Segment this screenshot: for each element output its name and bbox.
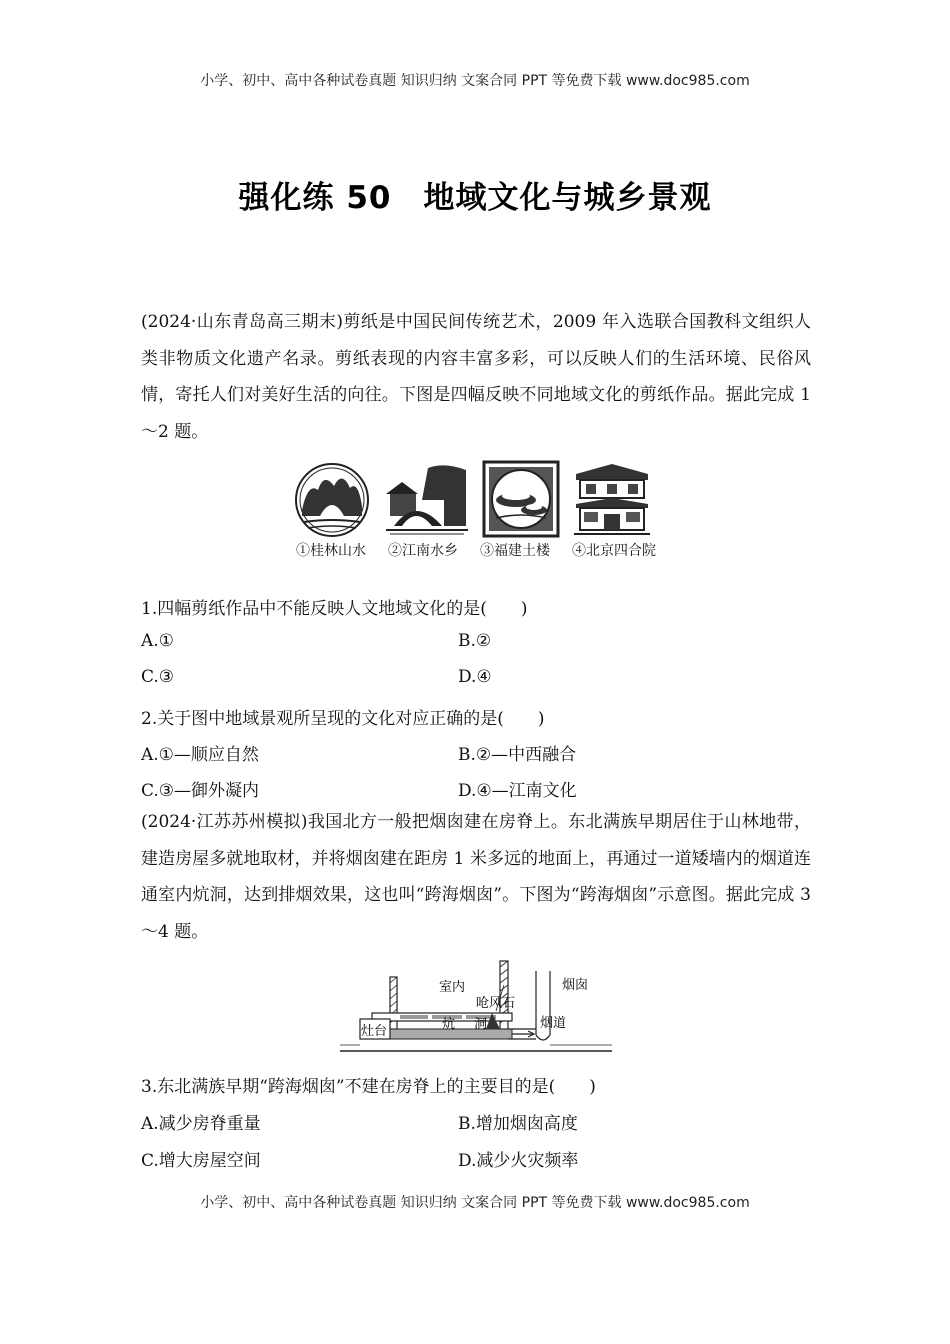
papercut-siheyuan-image (574, 464, 650, 536)
chimney-diagram (336, 955, 616, 1055)
question-1-option-d[interactable]: D.④ (458, 667, 492, 687)
caption-tulou: ③福建土楼 (480, 543, 550, 559)
question-3-stem: 3.东北满族早期“跨海烟囱”不建在房脊上的主要目的是( ) (141, 1077, 596, 1097)
papercut-tulou-image (484, 462, 558, 536)
question-2-option-d[interactable]: D.④—江南文化 (458, 781, 577, 801)
label-stove: 灶台 (361, 1024, 388, 1039)
label-stone: 呛风石 (476, 996, 516, 1011)
question-3-option-a[interactable]: A.减少房脊重量 (141, 1114, 261, 1134)
question-2-option-b[interactable]: B.②—中西融合 (458, 745, 577, 765)
papercut-captions (296, 540, 656, 560)
page-title: 强化练 50 地域文化与城乡景观 (238, 180, 712, 216)
papercut-guilin-image (296, 464, 368, 536)
question-1-option-b[interactable]: B.② (458, 631, 492, 651)
question-2-option-a[interactable]: A.①—顺应自然 (141, 745, 259, 765)
label-chimney: 烟囱 (562, 978, 589, 993)
question-3-option-b[interactable]: B.增加烟囱高度 (458, 1114, 578, 1134)
papercut-figure (294, 460, 656, 538)
intro-paragraph-1: (2024·山东青岛高三期末)剪纸是中国民间传统艺术，2009 年入选联合国教科文组织人类非物质文化遗产名录。剪纸表现的内容丰富多彩，可以反映人们的生活环境、民俗风情，寄托人们对美好生活的向往。下图是四幅反映不同地域文化的剪纸作品。据此完成 1～2 题。 (141, 312, 811, 442)
question-1-option-c[interactable]: C.③ (141, 667, 175, 687)
label-indoor: 室内 (438, 980, 466, 995)
label-flue: 烟道 (540, 1016, 567, 1031)
question-3-option-d[interactable]: D.减少火灾频率 (458, 1151, 579, 1171)
label-kang-1: 炕 (442, 1017, 456, 1032)
question-2-stem: 2.关于图中地域景观所呈现的文化对应正确的是( ) (141, 709, 545, 729)
papercut-jiangnan-image (386, 464, 468, 536)
question-2-option-c[interactable]: C.③—御外凝内 (141, 781, 260, 801)
question-3-option-c[interactable]: C.增大房屋空间 (141, 1151, 261, 1171)
page-header: 小学、初中、高中各种试卷真题 知识归纳 文案合同 PPT 等免费下载 www.doc985.com (200, 73, 750, 89)
question-1-option-a[interactable]: A.① (141, 631, 174, 651)
question-1-stem: 1.四幅剪纸作品中不能反映人文地域文化的是( ) (141, 599, 528, 619)
caption-jiangnan: ②江南水乡 (388, 543, 458, 559)
label-kang-2: 洞 (474, 1017, 488, 1032)
intro-paragraph-2: (2024·江苏苏州模拟)我国北方一般把烟囱建在房脊上。东北满族早期居住于山林地带，建造房屋多就地取材，并将烟囱建在距房 1 米多远的地面上，再通过一道矮墙内的烟道连通室内炕洞，达到排烟效果，这也叫“跨海烟囱”。下图为“跨海烟囱”示意图。据此完成 3～4 题。 (141, 812, 811, 942)
caption-guilin: ①桂林山水 (296, 543, 366, 559)
page-footer: 小学、初中、高中各种试卷真题 知识归纳 文案合同 PPT 等免费下载 www.doc985.com (200, 1195, 750, 1211)
caption-siheyuan: ④北京四合院 (572, 543, 656, 559)
